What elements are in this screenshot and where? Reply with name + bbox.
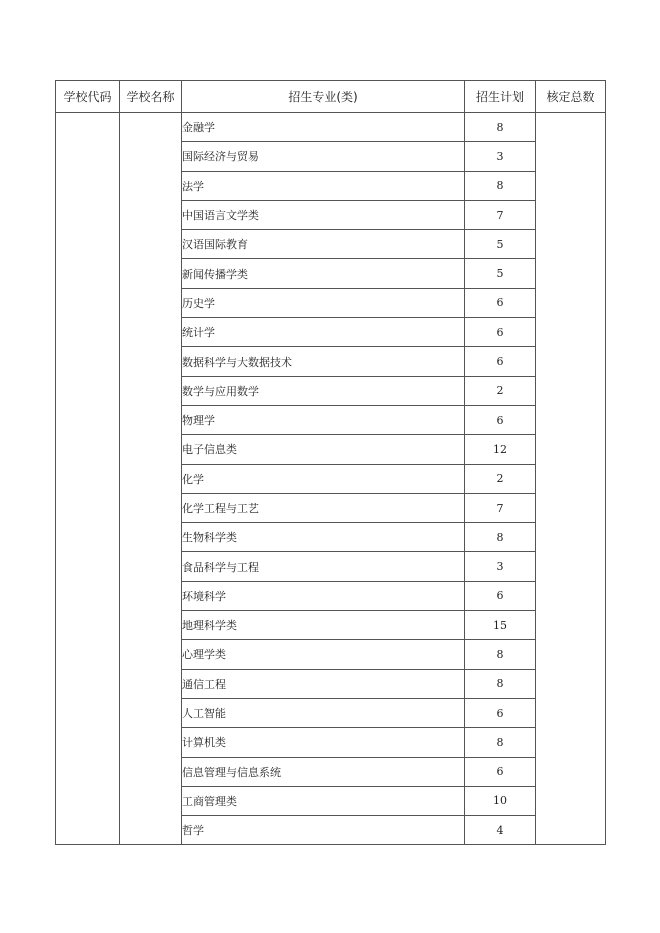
quota-cell: 12 [465,435,536,464]
major-cell: 历史学 [182,288,465,317]
quota-cell: 6 [465,581,536,610]
quota-cell: 10 [465,786,536,815]
major-cell: 心理学类 [182,640,465,669]
quota-cell: 7 [465,493,536,522]
major-cell: 金融学 [182,113,465,142]
quota-cell: 8 [465,171,536,200]
major-cell: 地理科学类 [182,611,465,640]
quota-cell: 2 [465,464,536,493]
major-cell: 工商管理类 [182,786,465,815]
major-cell: 哲学 [182,816,465,845]
header-quota: 招生计划 [465,81,536,113]
major-cell: 中国语言文学类 [182,200,465,229]
header-total: 核定总数 [536,81,606,113]
major-cell: 电子信息类 [182,435,465,464]
quota-cell: 6 [465,347,536,376]
table-header-row [56,81,606,113]
quota-cell: 5 [465,230,536,259]
major-cell: 化学工程与工艺 [182,493,465,522]
major-cell: 生物科学类 [182,523,465,552]
header-major: 招生专业(类) [182,81,465,113]
major-cell: 统计学 [182,318,465,347]
major-cell: 信息管理与信息系统 [182,757,465,786]
major-cell: 化学 [182,464,465,493]
quota-cell: 3 [465,142,536,171]
quota-cell: 8 [465,669,536,698]
major-cell: 食品科学与工程 [182,552,465,581]
major-cell: 数学与应用数学 [182,376,465,405]
major-cell: 新闻传播学类 [182,259,465,288]
major-cell: 计算机类 [182,728,465,757]
quota-cell: 6 [465,757,536,786]
major-cell: 通信工程 [182,669,465,698]
quota-cell: 8 [465,523,536,552]
enrollment-table [55,80,606,845]
total-cell [536,113,606,845]
quota-cell: 5 [465,259,536,288]
major-cell: 人工智能 [182,698,465,727]
header-school-name: 学校名称 [120,81,182,113]
quota-cell: 8 [465,113,536,142]
major-cell: 物理学 [182,405,465,434]
quota-cell: 8 [465,728,536,757]
quota-cell: 6 [465,318,536,347]
major-cell: 数据科学与大数据技术 [182,347,465,376]
quota-cell: 15 [465,611,536,640]
quota-cell: 8 [465,640,536,669]
major-cell: 法学 [182,171,465,200]
header-school-code: 学校代码 [56,81,120,113]
quota-cell: 6 [465,288,536,317]
table-row [56,113,606,142]
major-cell: 环境科学 [182,581,465,610]
quota-cell: 4 [465,816,536,845]
quota-cell: 3 [465,552,536,581]
quota-cell: 7 [465,200,536,229]
major-cell: 国际经济与贸易 [182,142,465,171]
school-name-cell [120,113,182,845]
quota-cell: 2 [465,376,536,405]
major-cell: 汉语国际教育 [182,230,465,259]
quota-cell: 6 [465,405,536,434]
quota-cell: 6 [465,698,536,727]
table-body [56,113,606,845]
school-code-cell [56,113,120,845]
